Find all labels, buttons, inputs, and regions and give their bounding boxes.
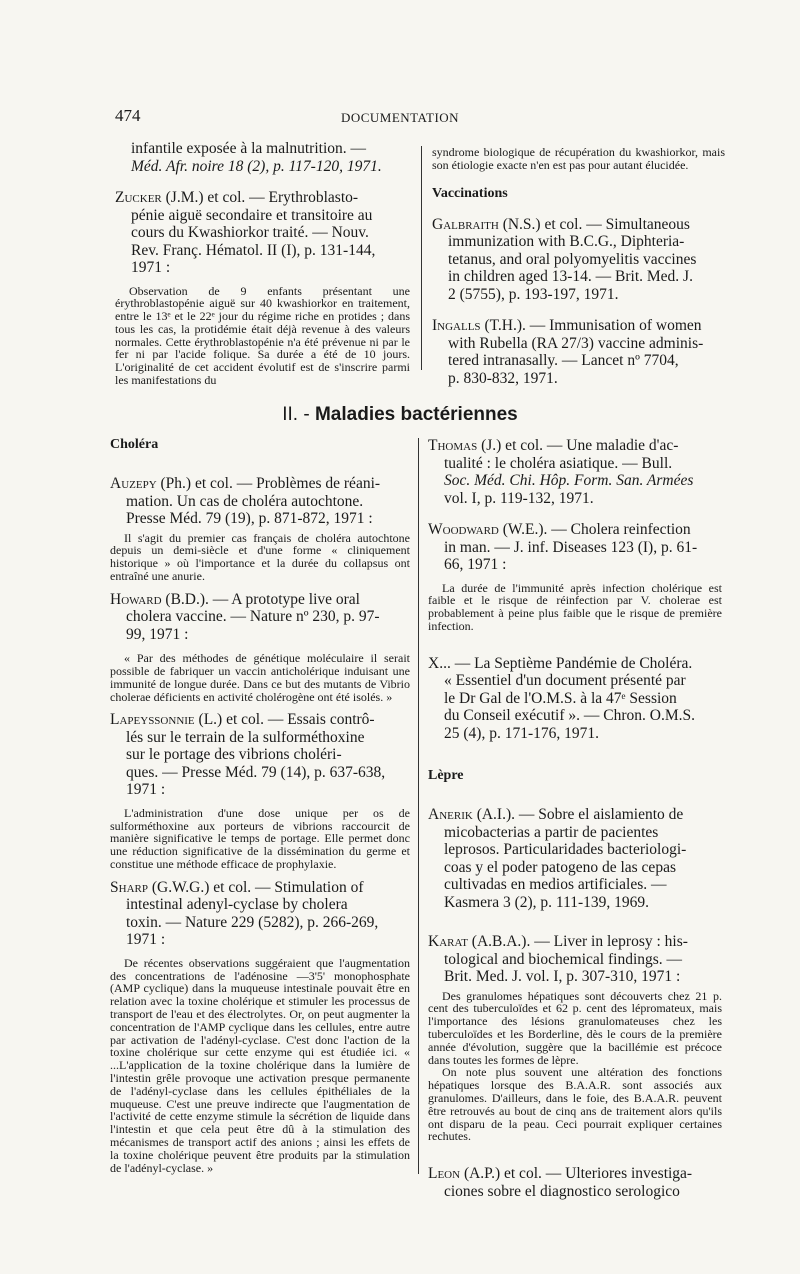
ref-line: tualité : le choléra asiatique. — Bull. <box>444 454 673 472</box>
ref-line: Rev. Franç. Hématol. II (I), p. 131-144, <box>131 241 376 259</box>
abstract <box>115 285 410 387</box>
ref-line: sur le portage des vibrions choléri- <box>126 746 342 764</box>
column-divider-top <box>421 146 422 370</box>
ref-line: tetanus, and oral polyomyelitis vaccines <box>448 250 697 268</box>
ref-line: leprosos. Particularidades bacteriologi- <box>444 841 687 859</box>
ref-line: immunization with B.C.G., Diphteria- <box>448 233 685 251</box>
author: Howard <box>110 590 162 608</box>
ref-line: mation. Un cas de choléra autochtone. <box>126 492 364 510</box>
ref-line: 1971 : <box>131 259 171 276</box>
abstract-text: Des granulomes hépatiques sont découverts chez 21 p. cent des tuberculoïdes et 62 p. cent des lépromateux, mais l'importance des lésions granulomateuses chez les tuberculoïdes et les Borderline, dès le cours de la première année d'évolution, suggère que la bacillémie est précoce dans toutes les formes de lèpre. <box>428 988 722 1067</box>
ref-line: (Ph.) et col. — Problèmes de réani- <box>156 475 381 492</box>
ref-line: tological and biochemical findings. — <box>444 950 683 968</box>
ref-line: Kasmera 3 (2), p. 111-139, 1969. <box>444 893 650 911</box>
author: Sharp <box>110 878 148 896</box>
section-title <box>0 404 800 426</box>
author: Anerik <box>428 806 473 824</box>
reference-sharp <box>110 879 410 1175</box>
reference-lapeyssonnie <box>110 711 410 870</box>
ref-line: (L.) et col. — Essais contrô- <box>194 711 375 729</box>
ref-line: vol. I, p. 119-132, 1971. <box>444 489 594 507</box>
ref-line: cultivadas en medios artificiales. — <box>444 876 667 894</box>
ref-line: X... — La Septième Pandémie de Choléra. <box>428 654 693 672</box>
abstract <box>428 582 722 633</box>
abstract <box>432 146 725 172</box>
abstract <box>110 652 410 703</box>
running-head: DOCUMENTATION <box>340 110 460 125</box>
section-heading-lepre: Lèpre <box>428 768 464 784</box>
ref-line: (N.S.) et col. — Simultaneous <box>498 215 690 233</box>
abstract <box>110 957 410 1175</box>
ref-line: coas y el poder patogeno de las cepas <box>444 858 676 876</box>
ref-line: 2 (5755), p. 193-197, 1971. <box>448 285 619 303</box>
ref-line: cholera vaccine. — Nature nº 230, p. 97- <box>126 608 380 626</box>
abstract-text: La durée de l'immunité après infection cholérique est faible et le risque de réinfection par V. cholerae est probablement à peine plus faible que le risque de première infection. <box>428 580 722 633</box>
ref-line: in children aged 13-14. — Brit. Med. J. <box>448 268 693 286</box>
top-right-column <box>432 146 725 387</box>
ref-line: (J.M.) et col. — Erythroblasto- <box>161 189 359 206</box>
ref-line: cours du Kwashiorkor traité. — Nouv. <box>131 224 369 241</box>
page-number: 474 <box>115 106 141 125</box>
ref-line: micobacterias a partir de pacientes <box>444 823 659 841</box>
author: Galbraith <box>432 215 499 233</box>
ref-line: ques. — Presse Méd. 79 (14), p. 637-638, <box>126 763 386 781</box>
author: Auzepy <box>110 475 157 492</box>
abstract-text: Il s'agit du premier cas français de choléra autochtone depuis un demi-siècle et d'une forme « cliniquement historique » où l'importance et la durée du collapsus ont entraîné une anurie. <box>110 530 410 583</box>
ref-line: 1971 : <box>126 781 166 799</box>
reference-continuation <box>115 140 410 175</box>
ref-line: (G.W.G.) et col. — Stimulation of <box>147 878 364 896</box>
abstract <box>110 807 410 871</box>
author: Ingalls <box>432 317 481 335</box>
section-heading-vaccinations: Vaccinations <box>432 185 508 201</box>
author: Leon <box>428 1165 461 1183</box>
ref-line: 1971 : <box>126 931 166 949</box>
ref-line: « Essentiel d'un document présenté par <box>444 672 686 690</box>
ref-line: 25 (4), p. 171-176, 1971. <box>444 724 599 742</box>
ref-line: (W.E.). — Cholera reinfection <box>498 521 691 538</box>
author: Zucker <box>115 189 162 206</box>
ref-line: ciones sobre el diagnostico serologico <box>444 1182 680 1200</box>
ref-line: (A.I.). — Sobre el aislamiento de <box>472 806 684 824</box>
ref-line: intestinal adenyl-cyclase by cholera <box>126 896 348 914</box>
ref-line: Méd. Afr. noire 18 (2), p. 117-120, 1971. <box>131 157 382 175</box>
ref-line: Brit. Med. J. vol. I, p. 307-310, 1971 : <box>444 968 681 986</box>
abstract-text: Observation de 9 enfants présentant une érythroblastopénie aiguë sur 40 kwashiorkor en traitement, entre le 13ᵉ et le 22ᵉ jour du régime riche en protides ; dans tous les cas, la protidémie était déjà revenue à des valeurs normales. Cette érythroblastopénie n'a été prévenue ni par le fer ni par l'acide folique. Sa durée a été de 10 jours. L'originalité de cet accident évolutif est de s'inscrire parmi les manifestations du <box>115 283 410 388</box>
reference-galbraith <box>432 216 725 304</box>
ref-line: (T.H.). — Immunisation of women <box>480 317 702 335</box>
author: Woodward <box>428 521 499 538</box>
ref-line: infantile exposée à la malnutrition. — <box>131 140 367 157</box>
reference-auzepy <box>110 475 410 583</box>
ref-line: (A.B.A.). — Liver in leprosy : his- <box>467 933 688 951</box>
reference-x <box>428 655 722 743</box>
section-number: II. - <box>282 404 310 425</box>
bottom-left-column <box>110 437 410 1174</box>
ref-line: toxin. — Nature 229 (5282), p. 266-269, <box>126 913 379 931</box>
ref-line: 66, 1971 : <box>444 556 507 573</box>
ref-line: pénie aiguë secondaire et transitoire au <box>131 206 373 224</box>
abstract-text: L'administration d'une dose unique per os de sulforméthoxine aux porteurs de vibrions raccourcit de manière significative le temps de portage. Elle permet donc une réduction significative de la dissémination du germe et constitue une méthode efficace de prophylaxie. <box>110 805 410 872</box>
section-name: Maladies bactériennes <box>314 404 518 425</box>
reference-ingalls <box>432 317 725 387</box>
top-left-column <box>115 140 410 387</box>
reference-howard <box>110 591 410 704</box>
ref-line: Soc. Méd. Chi. Hôp. Form. San. Armées <box>444 472 694 489</box>
ref-line: du Conseil exécutif ». — Chron. O.M.S. <box>444 707 695 725</box>
ref-line: p. 830-832, 1971. <box>448 369 558 387</box>
ref-line: (B.D.). — A prototype live oral <box>161 590 360 608</box>
reference-woodward <box>428 521 722 633</box>
ref-line: with Rubella (RA 27/3) vaccine adminis- <box>448 334 704 352</box>
abstract-text: On note plus souvent une altération des fonctions hépatiques lorsque des B.A.A.R. sont associés aux granulomes. D'ailleurs, dans le foie, des B.A.A.R. peuvent être retrouvés au bout de cinq ans de traitement alors qu'ils ont disparu de la peau. Ceci pourrait expliquer certaines rechutes. <box>428 1065 722 1144</box>
reference-thomas <box>428 437 722 507</box>
ref-line: (J.) et col. — Une maladie d'ac- <box>477 437 679 454</box>
abstract <box>428 990 722 1144</box>
ref-line: lés sur le terrain de la sulforméthoxine <box>126 728 365 746</box>
reference-anerik <box>428 806 722 911</box>
reference-leon <box>428 1165 722 1200</box>
ref-line: (A.P.) et col. — Ulteriores investiga- <box>460 1165 693 1183</box>
ref-line: tered intranasally. — Lancet nº 7704, <box>448 352 679 370</box>
ref-line: 99, 1971 : <box>126 625 189 643</box>
author: Karat <box>428 933 468 951</box>
ref-line: in man. — J. inf. Diseases 123 (I), p. 61- <box>444 538 698 556</box>
section-heading-cholera: Choléra <box>110 437 159 452</box>
abstract-text: syndrome biologique de récupération du kwashiorkor, mais son étiologie exacte n'en est pas pour autant élucidée. <box>432 145 725 172</box>
author: Thomas <box>428 437 478 454</box>
abstract-text: « Par des méthodes de génétique moléculaire il serait possible de fabriquer un vaccin anticholérique induisant une immunité de longue durée. Dans ce but des mutants de Vibrio cholerae déficients en activité cholérogène ont été isolés. » <box>110 651 410 704</box>
ref-line: le Dr Gal de l'O.M.S. à la 47ᵉ Session <box>444 689 677 707</box>
abstract <box>110 532 410 583</box>
bottom-right-column <box>428 437 722 1200</box>
ref-line: Presse Méd. 79 (19), p. 871-872, 1971 : <box>126 510 373 527</box>
reference-zucker <box>115 189 410 387</box>
abstract-text: De récentes observations suggéraient que l'augmentation des concentrations de l'adénosine —3'5' monophosphate (AMP cyclique) dans la muqueuse intestinale pouvait être en relation avec la toxine cholérique et stimuler les processus de transport de l'eau et des électrolytes. Or, on peut augmenter la concentration de l'AMP cyclique dans les cellules, entre autre par activation de l'adényl-cyclase. C'est donc l'action de la toxine cholérique sur cette enzyme qui est étudiée ici. « ...L'application de la toxine cholérique dans la lumière de l'intestin grêle provoque une activation presque permanente de l'adényl-cyclase dans les cellules épithéliales de la muqueuse. C'est une preuve indirecte que l'augmentation de l'activité de cette enzyme stimule la sécrétion de liquide dans l'intestin et que cela peut être dû à la stimulation des mécanismes de transport actif des anions ; ainsi les effets de la toxine cholérique peuvent être produits par la stimulation de l'adényl-cyclase. » <box>110 955 410 1175</box>
author: Lapeyssonnie <box>110 711 195 729</box>
reference-karat <box>428 933 722 1143</box>
column-divider-bottom <box>418 438 419 1174</box>
